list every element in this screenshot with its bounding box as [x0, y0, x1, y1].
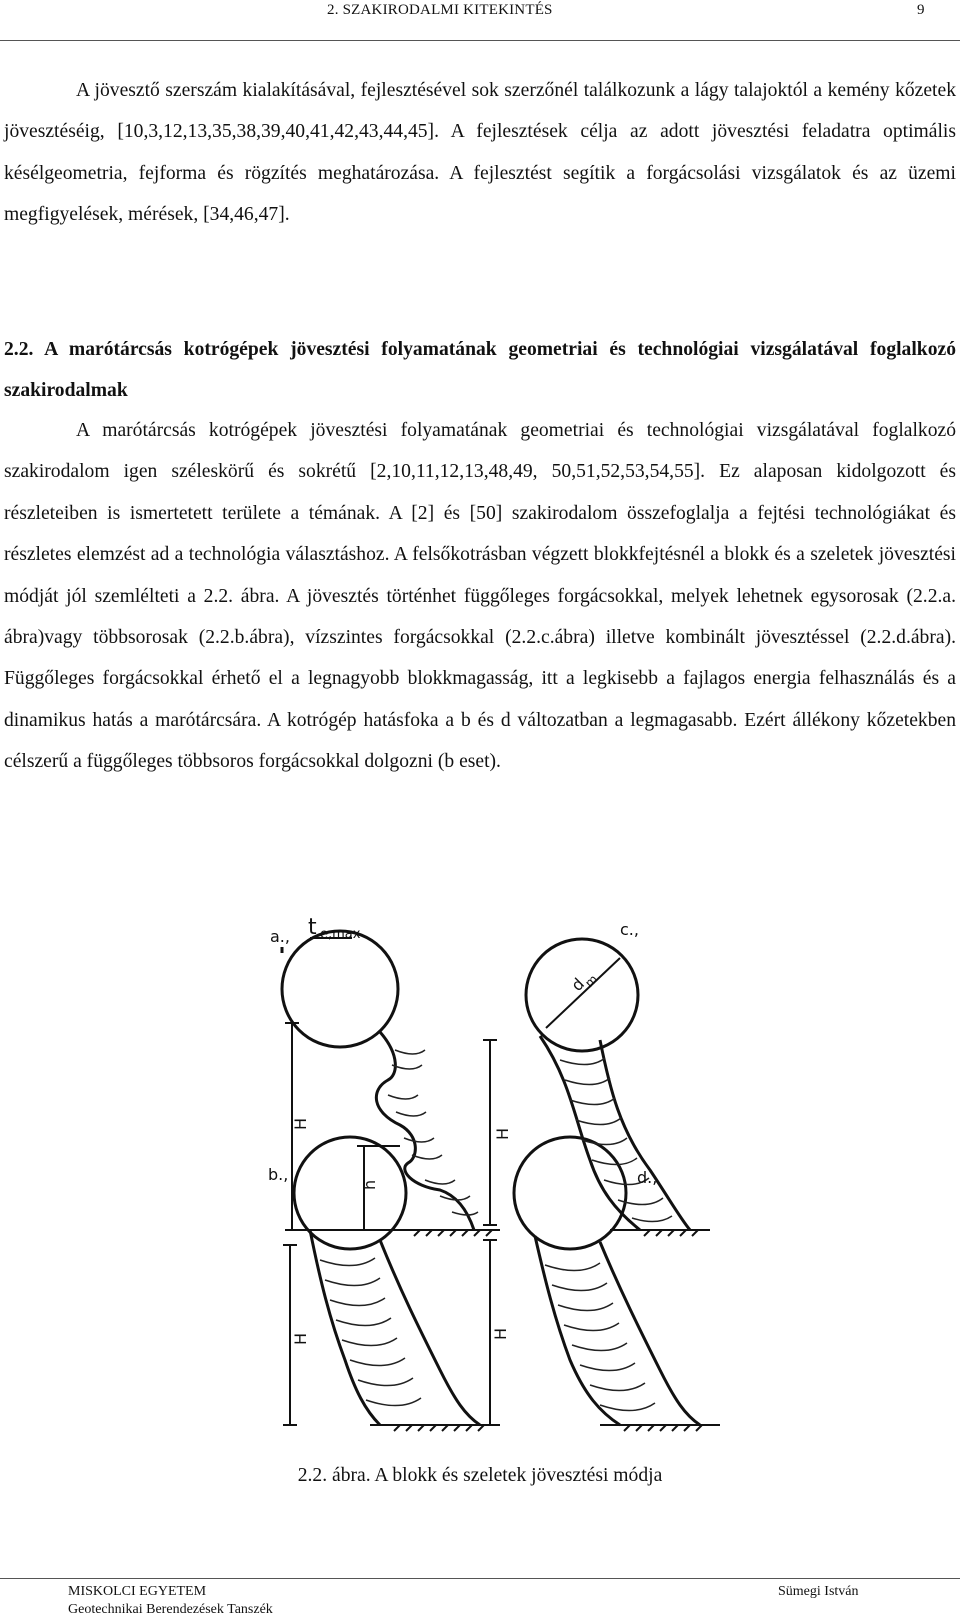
footer-university: MISKOLCI EGYETEM — [68, 1584, 207, 1599]
label-H-b: H — [291, 1332, 310, 1345]
label-H-d: H — [491, 1327, 510, 1340]
label-d: d., — [637, 1168, 658, 1187]
header-rule — [0, 40, 960, 41]
panel-d-drawing — [483, 1137, 720, 1425]
paragraph-intro: A jövesztő szerszám kialakításával, fejlesztésével sok szerzőnél találkozunk a lágy talajoktól a kemény kőzetek jövesztéséig, [10,3,12,13,35,38,39,40,41,42,43,44,45]. A fejlesztések célja az adott jövesztési feladatra optimális késélgeometria, fejforma és rögzítés meghatározása. A fejlesztést segítik a forgácsolási vizsgálatok és az üzemi megfigyelések, mérések, [34,46,47]. — [4, 80, 956, 226]
panel-a-drawing — [282, 931, 500, 1230]
paragraph-body: A marótárcsás kotrógépek jövesztési folyamatának geometriai és technológiai vizsgálatával foglalkozó szakirodalom igen széleskörű és sokrétű [2,10,11,12,13,48,49, 50,51,52,53,54,55]. Ez alaposan kidolgozott és részleteiben is ismertetett területe a témának. A [2] és [50] szakirodalom összefoglalja a fejtési technológiákat és részletes elemzést ad a technológia választáshoz. A felsőkotrásban végzett blokkfejtésnél a blokk és a szeletek jövesztési módját jól szemlélteti a 2.2. ábra. A jövesztés történhet függőleges forgácsokkal, melyek lehetnek egysorosak (2.2.a. ábra)vagy többsorosak (2.2.b.ábra), vízszintes forgácsokkal (2.2.c.ábra) illetve kombinált jövesztéssel (2.2.d.ábra). Függőleges forgácsokkal érhető el a legnagyobb blokkmagasság, itt a legkisebb a fajlagos energia felhasználás és a dinamikus hatás a marótárcsára. A kotrógép hatásfoka a b és d változatban a legmagasabb. Ezért állékony kőzetekben célszerű a függőleges többsoros forgácsokkal dolgozni (b eset). — [4, 420, 956, 773]
label-dm: d — [567, 974, 589, 995]
label-H-a: H — [291, 1117, 310, 1130]
excavation-figure — [0, 900, 960, 1460]
label-h-a: h — [360, 1179, 379, 1190]
footer-author: Sümegi István — [778, 1584, 859, 1599]
label-a: a., — [270, 927, 290, 946]
section-heading: 2.2. A marótárcsás kotrógépek jövesztési folyamatának geometriai és technológiai vizsgálatával foglalkozó szakirodalmak — [4, 339, 956, 402]
panel-b-drawing — [283, 1137, 500, 1425]
label-b: b., — [268, 1165, 289, 1184]
footer-rule — [0, 1578, 960, 1579]
label-t: t — [308, 915, 317, 940]
label-H-c: H — [493, 1127, 512, 1140]
label-dm-sub: m — [582, 971, 601, 991]
page-number: 9 — [917, 2, 925, 18]
label-c: c., — [620, 920, 639, 939]
figure-caption: 2.2. ábra. A blokk és szeletek jövesztési módja — [297, 1465, 663, 1486]
running-header-title: 2. SZAKIRODALMI KITEKINTÉS — [327, 2, 553, 18]
footer-department: Geotechnikai Berendezések Tanszék — [68, 1602, 273, 1617]
label-t-sub: e,max — [320, 927, 361, 942]
